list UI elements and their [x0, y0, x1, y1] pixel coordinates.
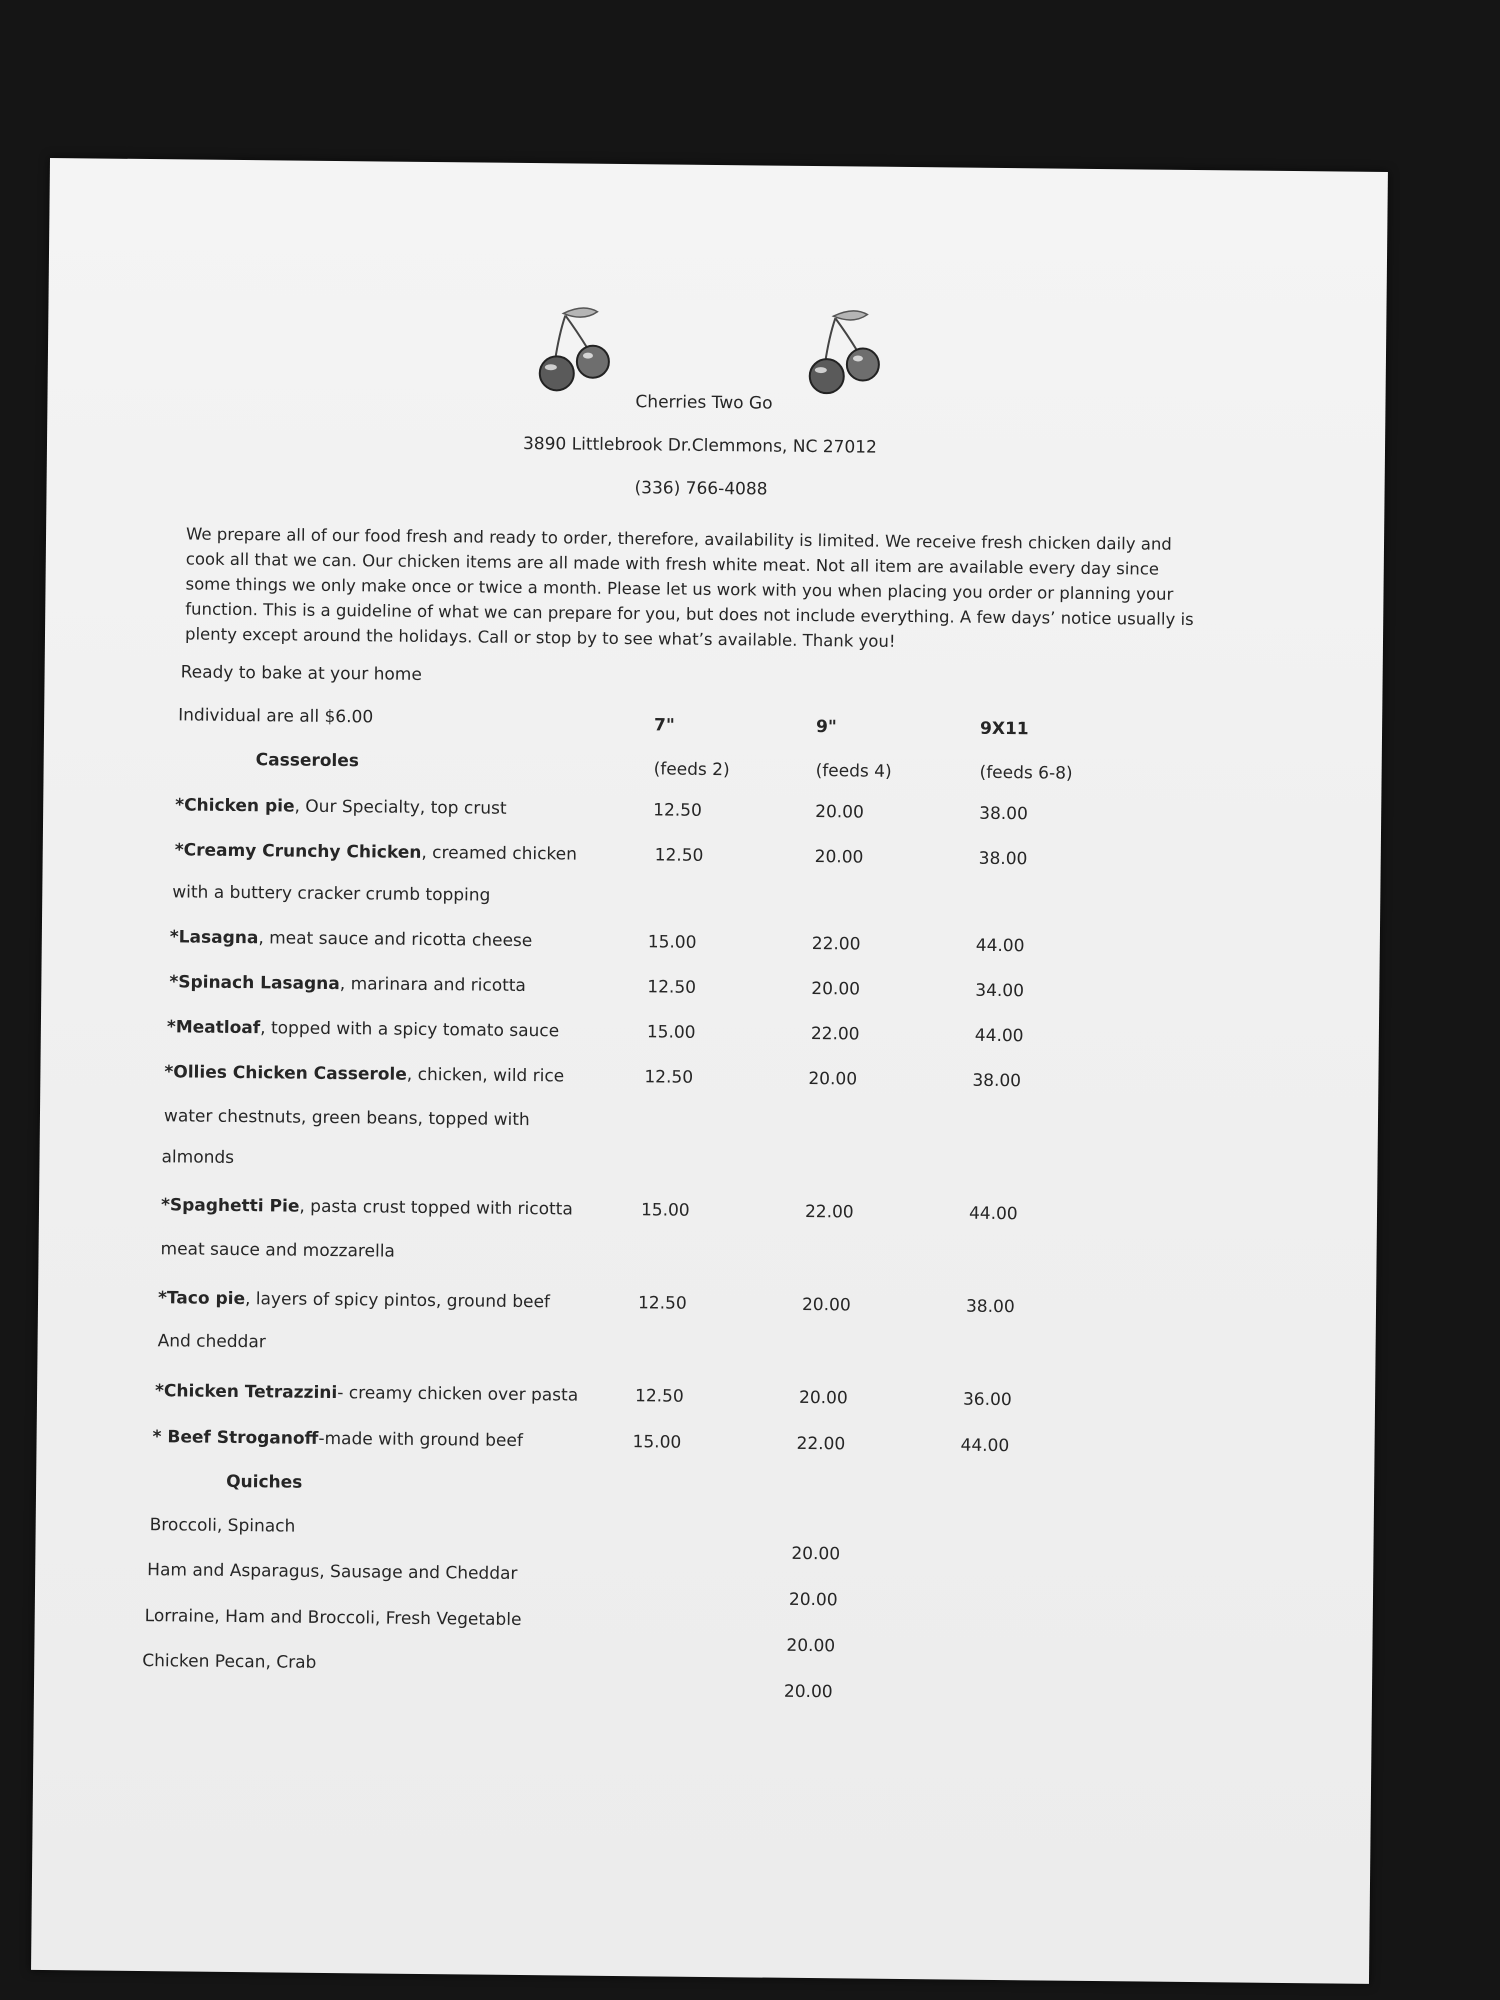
- subheading: Ready to bake at your home: [180, 662, 422, 685]
- casserole-item: *Spaghetti Pie, pasta crust topped with ricotta: [160, 1195, 573, 1220]
- casserole-item: *Chicken Tetrazzini- creamy chicken over pasta: [154, 1381, 579, 1406]
- quiche-item: Chicken Pecan, Crab: [142, 1651, 317, 1673]
- casserole-item-desc: with a buttery cracker crumb topping: [172, 882, 491, 906]
- casserole-item: * Beef Stroganoff-made with ground beef: [152, 1427, 523, 1452]
- quiche-item: Broccoli, Spinach: [149, 1515, 296, 1537]
- price-9x11: 38.00: [965, 1296, 1015, 1318]
- price-9x11: 44.00: [960, 1435, 1010, 1457]
- casserole-item: *Chicken pie, Our Specialty, top crust: [175, 795, 507, 819]
- price-9in: 20.00: [815, 802, 864, 823]
- business-name: Cherries Two Go: [635, 392, 773, 414]
- quiche-price: 20.00: [786, 1635, 836, 1657]
- col-7in-size: 7": [653, 715, 675, 736]
- business-address: 3890 Littlebrook Dr.Clemmons, NC 27012: [522, 433, 877, 458]
- quiches-heading: Quiches: [226, 1471, 303, 1493]
- price-9x11: 44.00: [974, 1025, 1024, 1047]
- col-9in-size: 9": [815, 717, 837, 738]
- cherry-icon: [535, 303, 631, 399]
- price-9in: 20.00: [801, 1294, 851, 1316]
- col-9in-feeds: (feeds 4): [815, 761, 892, 782]
- intro-paragraph: We prepare all of our food fresh and ready to order, therefore, availability is limited. We receive fresh chicken daily and cook all that we can. Our chicken items are all made with fresh white meat. Not all item are available every day since some things we only make once or twice a month. Please let us work with you when placing you order or planning your function. This is a guideline of what we can prepare for you, but does not include everything. A few days’ notice usually is plenty except around the holidays. Call or stop by to see what’s available. Thank you!: [184, 524, 1194, 651]
- price-9x11: 44.00: [975, 935, 1025, 957]
- price-9in: 20.00: [811, 979, 861, 1000]
- casserole-item: *Creamy Crunchy Chicken, creamed chicken: [174, 840, 578, 865]
- price-7in: 12.50: [647, 977, 697, 998]
- casserole-item: *Lasagna, meat sauce and ricotta cheese: [169, 927, 533, 952]
- price-9in: 22.00: [810, 1024, 860, 1045]
- price-9x11: 34.00: [975, 980, 1025, 1002]
- price-9x11: 38.00: [972, 1070, 1022, 1092]
- price-7in: 15.00: [632, 1432, 682, 1453]
- casserole-item-desc: meat sauce and mozzarella: [160, 1239, 395, 1262]
- quiche-item: Ham and Asparagus, Sausage and Cheddar: [147, 1560, 518, 1584]
- price-9in: 22.00: [804, 1201, 854, 1223]
- casserole-item-desc: water chestnuts, green beans, topped with: [163, 1106, 530, 1131]
- price-7in: 15.00: [640, 1200, 690, 1221]
- casseroles-heading: Casseroles: [255, 750, 360, 772]
- col-7in-feeds: (feeds 2): [653, 759, 730, 781]
- quiche-price: 20.00: [783, 1681, 833, 1703]
- price-9in: 22.00: [796, 1433, 846, 1455]
- price-7in: 12.50: [654, 845, 704, 866]
- cherry-icon: [804, 306, 900, 402]
- casserole-item: *Meatloaf, topped with a spicy tomato sauce: [166, 1017, 560, 1042]
- casserole-item: *Taco pie, layers of spicy pintos, ground beef: [157, 1288, 551, 1313]
- price-7in: 12.50: [653, 800, 702, 821]
- quiche-price: 20.00: [791, 1543, 841, 1565]
- casserole-item: *Spinach Lasagna, marinara and ricotta: [169, 972, 527, 997]
- price-9in: 22.00: [811, 934, 861, 955]
- price-9in: 20.00: [808, 1068, 858, 1090]
- casserole-item-desc: almonds: [161, 1147, 235, 1168]
- price-7in: 12.50: [637, 1293, 687, 1314]
- individual-note: Individual are all $6.00: [178, 705, 374, 728]
- price-9x11: 44.00: [968, 1203, 1018, 1225]
- quiche-item: Lorraine, Ham and Broccoli, Fresh Vegetable: [144, 1606, 522, 1631]
- price-9x11: 38.00: [978, 848, 1028, 870]
- price-7in: 15.00: [646, 1022, 696, 1043]
- price-9in: 20.00: [798, 1387, 848, 1409]
- price-7in: 15.00: [647, 932, 697, 953]
- price-9x11: 36.00: [962, 1389, 1012, 1411]
- casserole-item: *Ollies Chicken Casserole, chicken, wild rice: [164, 1062, 565, 1087]
- menu-sheet: [31, 158, 1388, 1984]
- price-9in: 20.00: [814, 847, 864, 868]
- col-9x11-feeds: (feeds 6-8): [979, 762, 1073, 784]
- col-9x11-size: 9X11: [979, 718, 1029, 740]
- quiche-price: 20.00: [788, 1589, 838, 1611]
- business-phone: (336) 766-4088: [634, 478, 768, 500]
- price-7in: 12.50: [644, 1067, 694, 1088]
- price-9x11: 38.00: [979, 803, 1028, 825]
- price-7in: 12.50: [634, 1386, 684, 1407]
- casserole-item-desc: And cheddar: [157, 1331, 266, 1353]
